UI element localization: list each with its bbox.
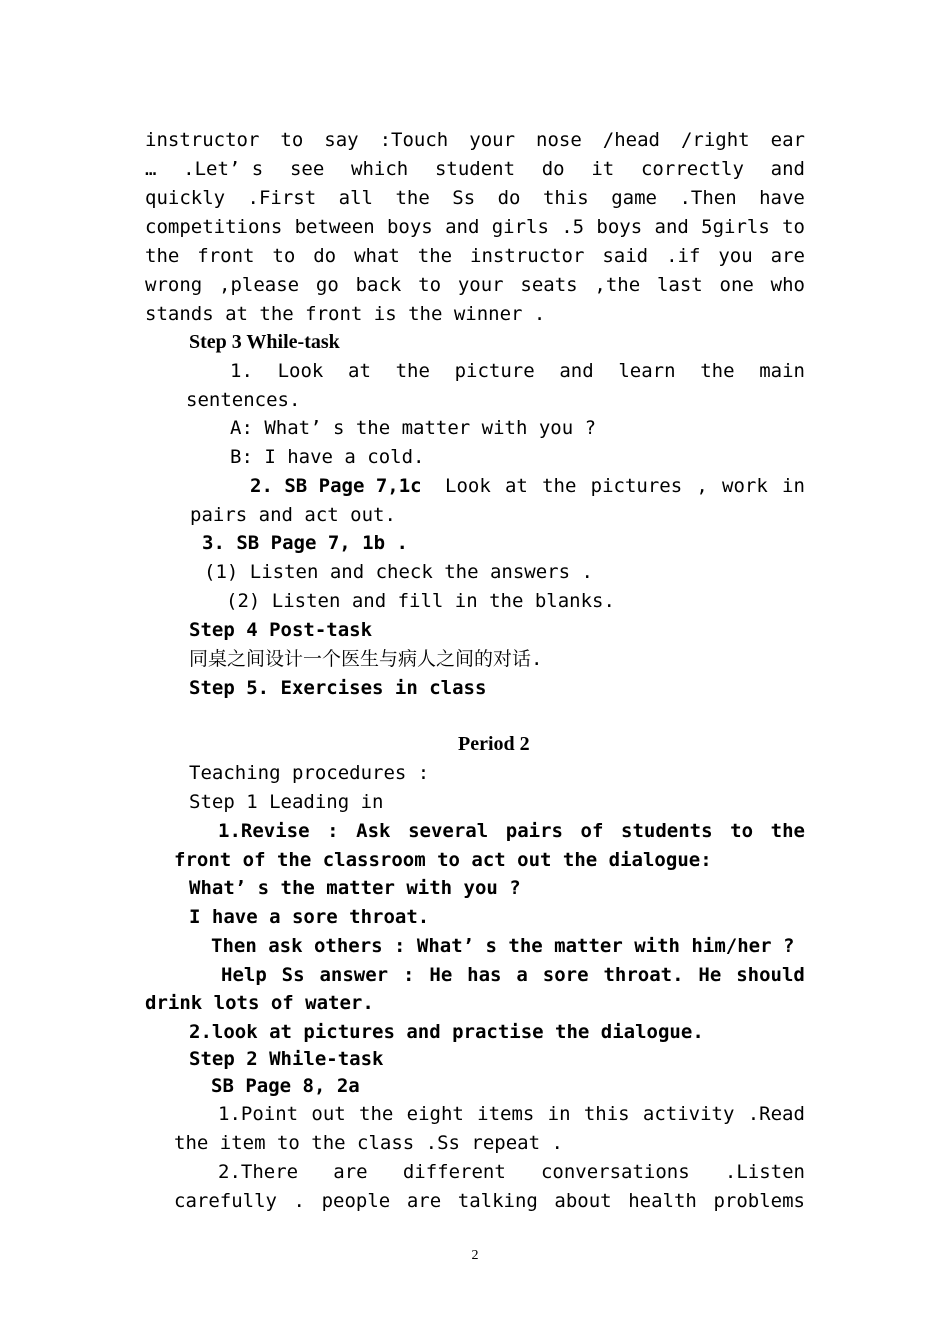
word: He xyxy=(698,964,722,986)
revise-line xyxy=(218,819,805,843)
word: in xyxy=(547,1103,571,1125)
word: health xyxy=(628,1190,697,1212)
word: 1.Revise xyxy=(218,820,310,842)
word: and xyxy=(445,216,480,238)
word: nose xyxy=(536,129,582,151)
word: .Then xyxy=(679,187,737,209)
word: .Listen xyxy=(724,1161,805,1183)
word: student xyxy=(434,158,516,180)
word: . xyxy=(293,1190,305,1212)
paragraph-line xyxy=(145,273,805,297)
paragraph-line xyxy=(145,244,805,268)
word: /head xyxy=(602,129,660,151)
period-title: Period 2 xyxy=(458,733,530,755)
word: wrong xyxy=(145,274,203,296)
dialogue-question: What’ s the matter with you ? xyxy=(189,877,521,899)
word: people xyxy=(321,1190,391,1212)
word: items xyxy=(477,1103,535,1125)
step3-item1-cont: sentences. xyxy=(186,389,301,411)
word: talking xyxy=(457,1190,538,1212)
word: at xyxy=(348,360,371,382)
word: .Read xyxy=(747,1103,805,1125)
point-line-cont: the item to the class .Ss repeat . xyxy=(174,1132,563,1154)
word: 1. xyxy=(230,360,253,382)
word: 1.Point xyxy=(218,1103,299,1125)
step1-heading: Step 1 Leading in xyxy=(189,791,384,813)
word: ,please xyxy=(219,274,300,296)
step3-item2-cont: pairs and act out. xyxy=(190,504,396,526)
conversations-line xyxy=(218,1160,805,1184)
step3-item1 xyxy=(230,359,805,383)
word: answer xyxy=(319,964,389,986)
word: pictures xyxy=(590,475,683,497)
word: activity xyxy=(642,1103,735,1125)
step3-sub2: (2) Listen and fill in the blanks. xyxy=(226,590,615,612)
word: to xyxy=(782,216,805,238)
word: said xyxy=(602,245,649,267)
word: between xyxy=(294,216,375,238)
word: .Let’ s xyxy=(183,158,264,180)
word: out xyxy=(311,1103,346,1125)
word: .First xyxy=(247,187,317,209)
word: boys xyxy=(596,216,643,238)
word: it xyxy=(591,158,615,180)
word: correctly xyxy=(640,158,744,180)
word: … xyxy=(145,158,157,180)
word: ear xyxy=(770,129,805,151)
word: go xyxy=(315,274,339,296)
word: to xyxy=(280,129,304,151)
word: a xyxy=(516,964,528,986)
word: do xyxy=(541,158,565,180)
word: carefully xyxy=(174,1190,277,1212)
point-line xyxy=(218,1102,805,1126)
word: and xyxy=(770,158,805,180)
word: main xyxy=(759,360,805,382)
word: are xyxy=(770,245,805,267)
word: sore xyxy=(542,964,589,986)
word: .5 xyxy=(561,216,585,238)
step3-item2-ref: 2. SB Page 7,1c xyxy=(250,475,422,497)
word: seats xyxy=(520,274,578,296)
word: He xyxy=(429,964,453,986)
ask-others-line: Then ask others : What’ s the matter with him/her ? xyxy=(211,935,795,957)
word: learn xyxy=(618,360,676,382)
word: front xyxy=(197,245,255,267)
help-line xyxy=(221,963,805,987)
step3-heading: Step 3 While-task xyxy=(189,331,340,353)
word: of xyxy=(580,820,604,842)
word: conversations xyxy=(540,1161,690,1183)
word: your xyxy=(457,274,504,296)
word: : xyxy=(327,820,339,842)
word: competitions xyxy=(145,216,283,238)
word: several xyxy=(408,820,489,842)
paragraph-line: stands at the front is the winner . xyxy=(145,303,546,325)
word: 5girls xyxy=(701,216,770,238)
step4-heading: Step 4 Post-task xyxy=(189,619,373,641)
word: to xyxy=(730,820,754,842)
word: , xyxy=(696,475,708,497)
word: what xyxy=(354,245,400,267)
procedures-label: Teaching procedures : xyxy=(189,762,430,784)
paragraph-line xyxy=(145,128,805,152)
word: the xyxy=(359,1103,394,1125)
word: Ss xyxy=(281,964,305,986)
word: different xyxy=(402,1161,506,1183)
help-line-cont: drink lots of water. xyxy=(145,992,374,1014)
word: : xyxy=(403,964,415,986)
word: have xyxy=(759,187,805,209)
revise-line-cont: front of the classroom to act out the dialogue: xyxy=(174,849,712,871)
word: about xyxy=(554,1190,612,1212)
word: should xyxy=(736,964,805,986)
page-number: 2 xyxy=(471,1248,479,1263)
word: you xyxy=(718,245,753,267)
step3-sub1: (1) Listen and check the answers . xyxy=(204,561,593,583)
word: boys xyxy=(386,216,433,238)
word: the xyxy=(395,187,430,209)
word: do xyxy=(313,245,337,267)
word: students xyxy=(621,820,713,842)
word: the xyxy=(700,360,735,382)
practise-line: 2.look at pictures and practise the dialogue. xyxy=(189,1021,704,1043)
word: /right xyxy=(680,129,750,151)
word: who xyxy=(770,274,805,296)
word: Ask xyxy=(356,820,391,842)
word: work xyxy=(722,475,768,497)
word: and xyxy=(654,216,689,238)
word: this xyxy=(583,1103,630,1125)
word: problems xyxy=(713,1190,805,1212)
word: the xyxy=(417,245,453,267)
word: the xyxy=(145,245,180,267)
sb-reference: SB Page 8, 2a xyxy=(211,1075,360,1097)
paragraph-line xyxy=(145,215,805,239)
word: one xyxy=(719,274,754,296)
word: has xyxy=(467,964,502,986)
word: picture xyxy=(454,360,535,382)
word: .if xyxy=(666,245,701,267)
conversations-line-cont xyxy=(174,1189,805,1213)
word: instructor xyxy=(145,129,260,151)
word: this xyxy=(542,187,589,209)
word: are xyxy=(406,1190,442,1212)
step5-heading: Step 5. Exercises in class xyxy=(189,677,487,699)
word: pairs xyxy=(505,820,563,842)
word: do xyxy=(497,187,521,209)
word: game xyxy=(611,187,657,209)
step3-item2 xyxy=(250,474,805,498)
word: Ss xyxy=(452,187,476,209)
word: all xyxy=(338,187,373,209)
paragraph-line xyxy=(145,186,805,210)
word: throat. xyxy=(603,964,684,986)
dialogue-answer: I have a sore throat. xyxy=(189,906,430,928)
word: in xyxy=(782,475,805,497)
word: girls xyxy=(491,216,549,238)
word: which xyxy=(351,158,409,180)
word: Look xyxy=(277,360,324,382)
word: last xyxy=(656,274,703,296)
step4-text: 同桌之间设计一个医生与病人之间的对话. xyxy=(189,648,543,670)
word: at xyxy=(504,475,528,497)
word: and xyxy=(559,360,594,382)
step3-item3: 3. SB Page 7, 1b . xyxy=(202,532,408,554)
word: see xyxy=(289,158,325,180)
word: say xyxy=(324,129,359,151)
word: back xyxy=(355,274,402,296)
word: the xyxy=(770,820,805,842)
paragraph-line xyxy=(145,157,805,181)
word: 2.There xyxy=(218,1161,299,1183)
word: the xyxy=(395,360,430,382)
word: to xyxy=(418,274,442,296)
word: the xyxy=(542,475,577,497)
word: Look xyxy=(445,475,491,497)
word: quickly xyxy=(145,187,226,209)
dialogue-line-b: B: I have a cold. xyxy=(230,446,425,468)
dialogue-line-a: A: What’ s the matter with you ? xyxy=(230,417,597,439)
word: your xyxy=(469,129,516,151)
word: :Touch xyxy=(379,129,449,151)
word: Help xyxy=(221,964,267,986)
word: eight xyxy=(406,1103,464,1125)
step3-item2-text xyxy=(445,474,805,498)
word: to xyxy=(272,245,296,267)
word: ,the xyxy=(594,274,641,296)
word: instructor xyxy=(470,245,585,267)
word: are xyxy=(333,1161,368,1183)
step2-heading: Step 2 While-task xyxy=(189,1048,384,1070)
